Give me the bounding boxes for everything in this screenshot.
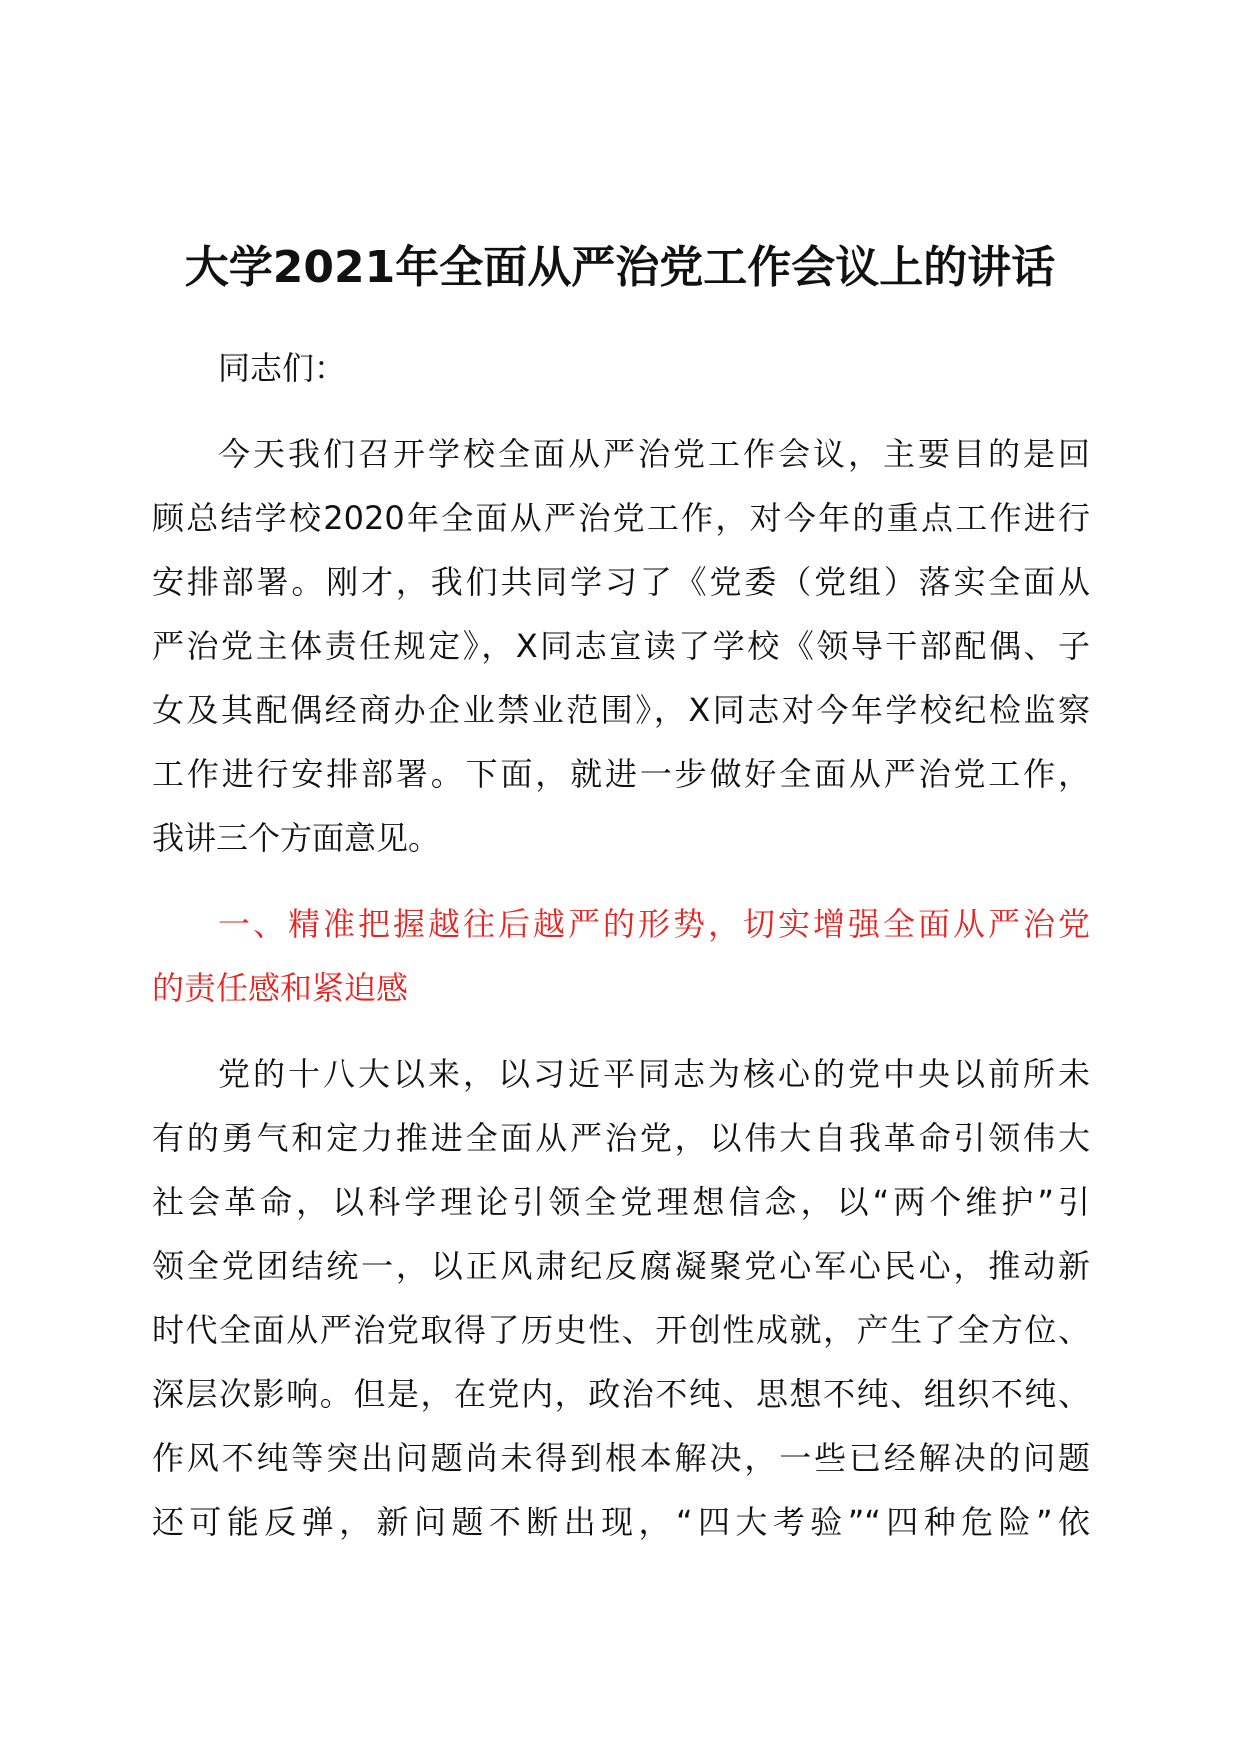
heading-line: 一、精准把握越往后越严的形势，切实增强全面从严治党 [218, 905, 1090, 943]
paragraph-line: 有的勇气和定力推进全面从严治党，以伟大自我革命引领伟大 [152, 1119, 1090, 1157]
paragraph-line: 严治党主体责任规定》，X同志宣读了学校《领导干部配偶、子 [152, 627, 1090, 665]
paragraph-line: 领全党团结统一，以正风肃纪反腐凝聚党心军心民心，推动新 [152, 1247, 1090, 1285]
paragraph-line: 深层次影响。但是，在党内，政治不纯、思想不纯、组织不纯、 [152, 1375, 1090, 1413]
paragraph-intro [152, 422, 1090, 870]
paragraph-section-1 [152, 1042, 1090, 1554]
paragraph-line: 我讲三个方面意见。 [152, 819, 441, 857]
paragraph-line: 时代全面从严治党取得了历史性、开创性成就，产生了全方位、 [152, 1311, 1090, 1349]
paragraph-line: 工作进行安排部署。下面，就进一步做好全面从严治党工作， [152, 755, 1090, 793]
paragraph-line: 今天我们召开学校全面从严治党工作会议，主要目的是回 [218, 435, 1090, 473]
paragraph-gap [152, 1020, 1090, 1042]
paragraph-line: 作风不纯等突出问题尚未得到根本解决，一些已经解决的问题 [152, 1439, 1090, 1477]
document-body [152, 336, 1090, 1554]
paragraph-line: 还可能反弹，新问题不断出现，“四大考验”“四种危险”依 [152, 1503, 1090, 1541]
section-heading-1 [152, 892, 1090, 1020]
salutation: 同志们： [218, 349, 347, 387]
paragraph-line: 女及其配偶经商办企业禁业范围》，X同志对今年学校纪检监察 [152, 691, 1090, 729]
paragraph-line: 社会革命，以科学理论引领全党理想信念，以“两个维护”引 [152, 1183, 1090, 1221]
paragraph-gap [152, 870, 1090, 892]
heading-line: 的责任感和紧迫感 [152, 969, 409, 1007]
paragraph-line: 顾总结学校2020年全面从严治党工作，对今年的重点工作进行 [152, 499, 1090, 537]
paragraph-line: 党的十八大以来，以习近平同志为核心的党中央以前所未 [218, 1055, 1090, 1093]
document-title: 大学2021年全面从严治党工作会议上的讲话 [184, 242, 1056, 293]
paragraph-gap [152, 400, 1090, 422]
paragraph-line: 安排部署。刚才，我们共同学习了《党委（党组）落实全面从 [152, 563, 1090, 601]
